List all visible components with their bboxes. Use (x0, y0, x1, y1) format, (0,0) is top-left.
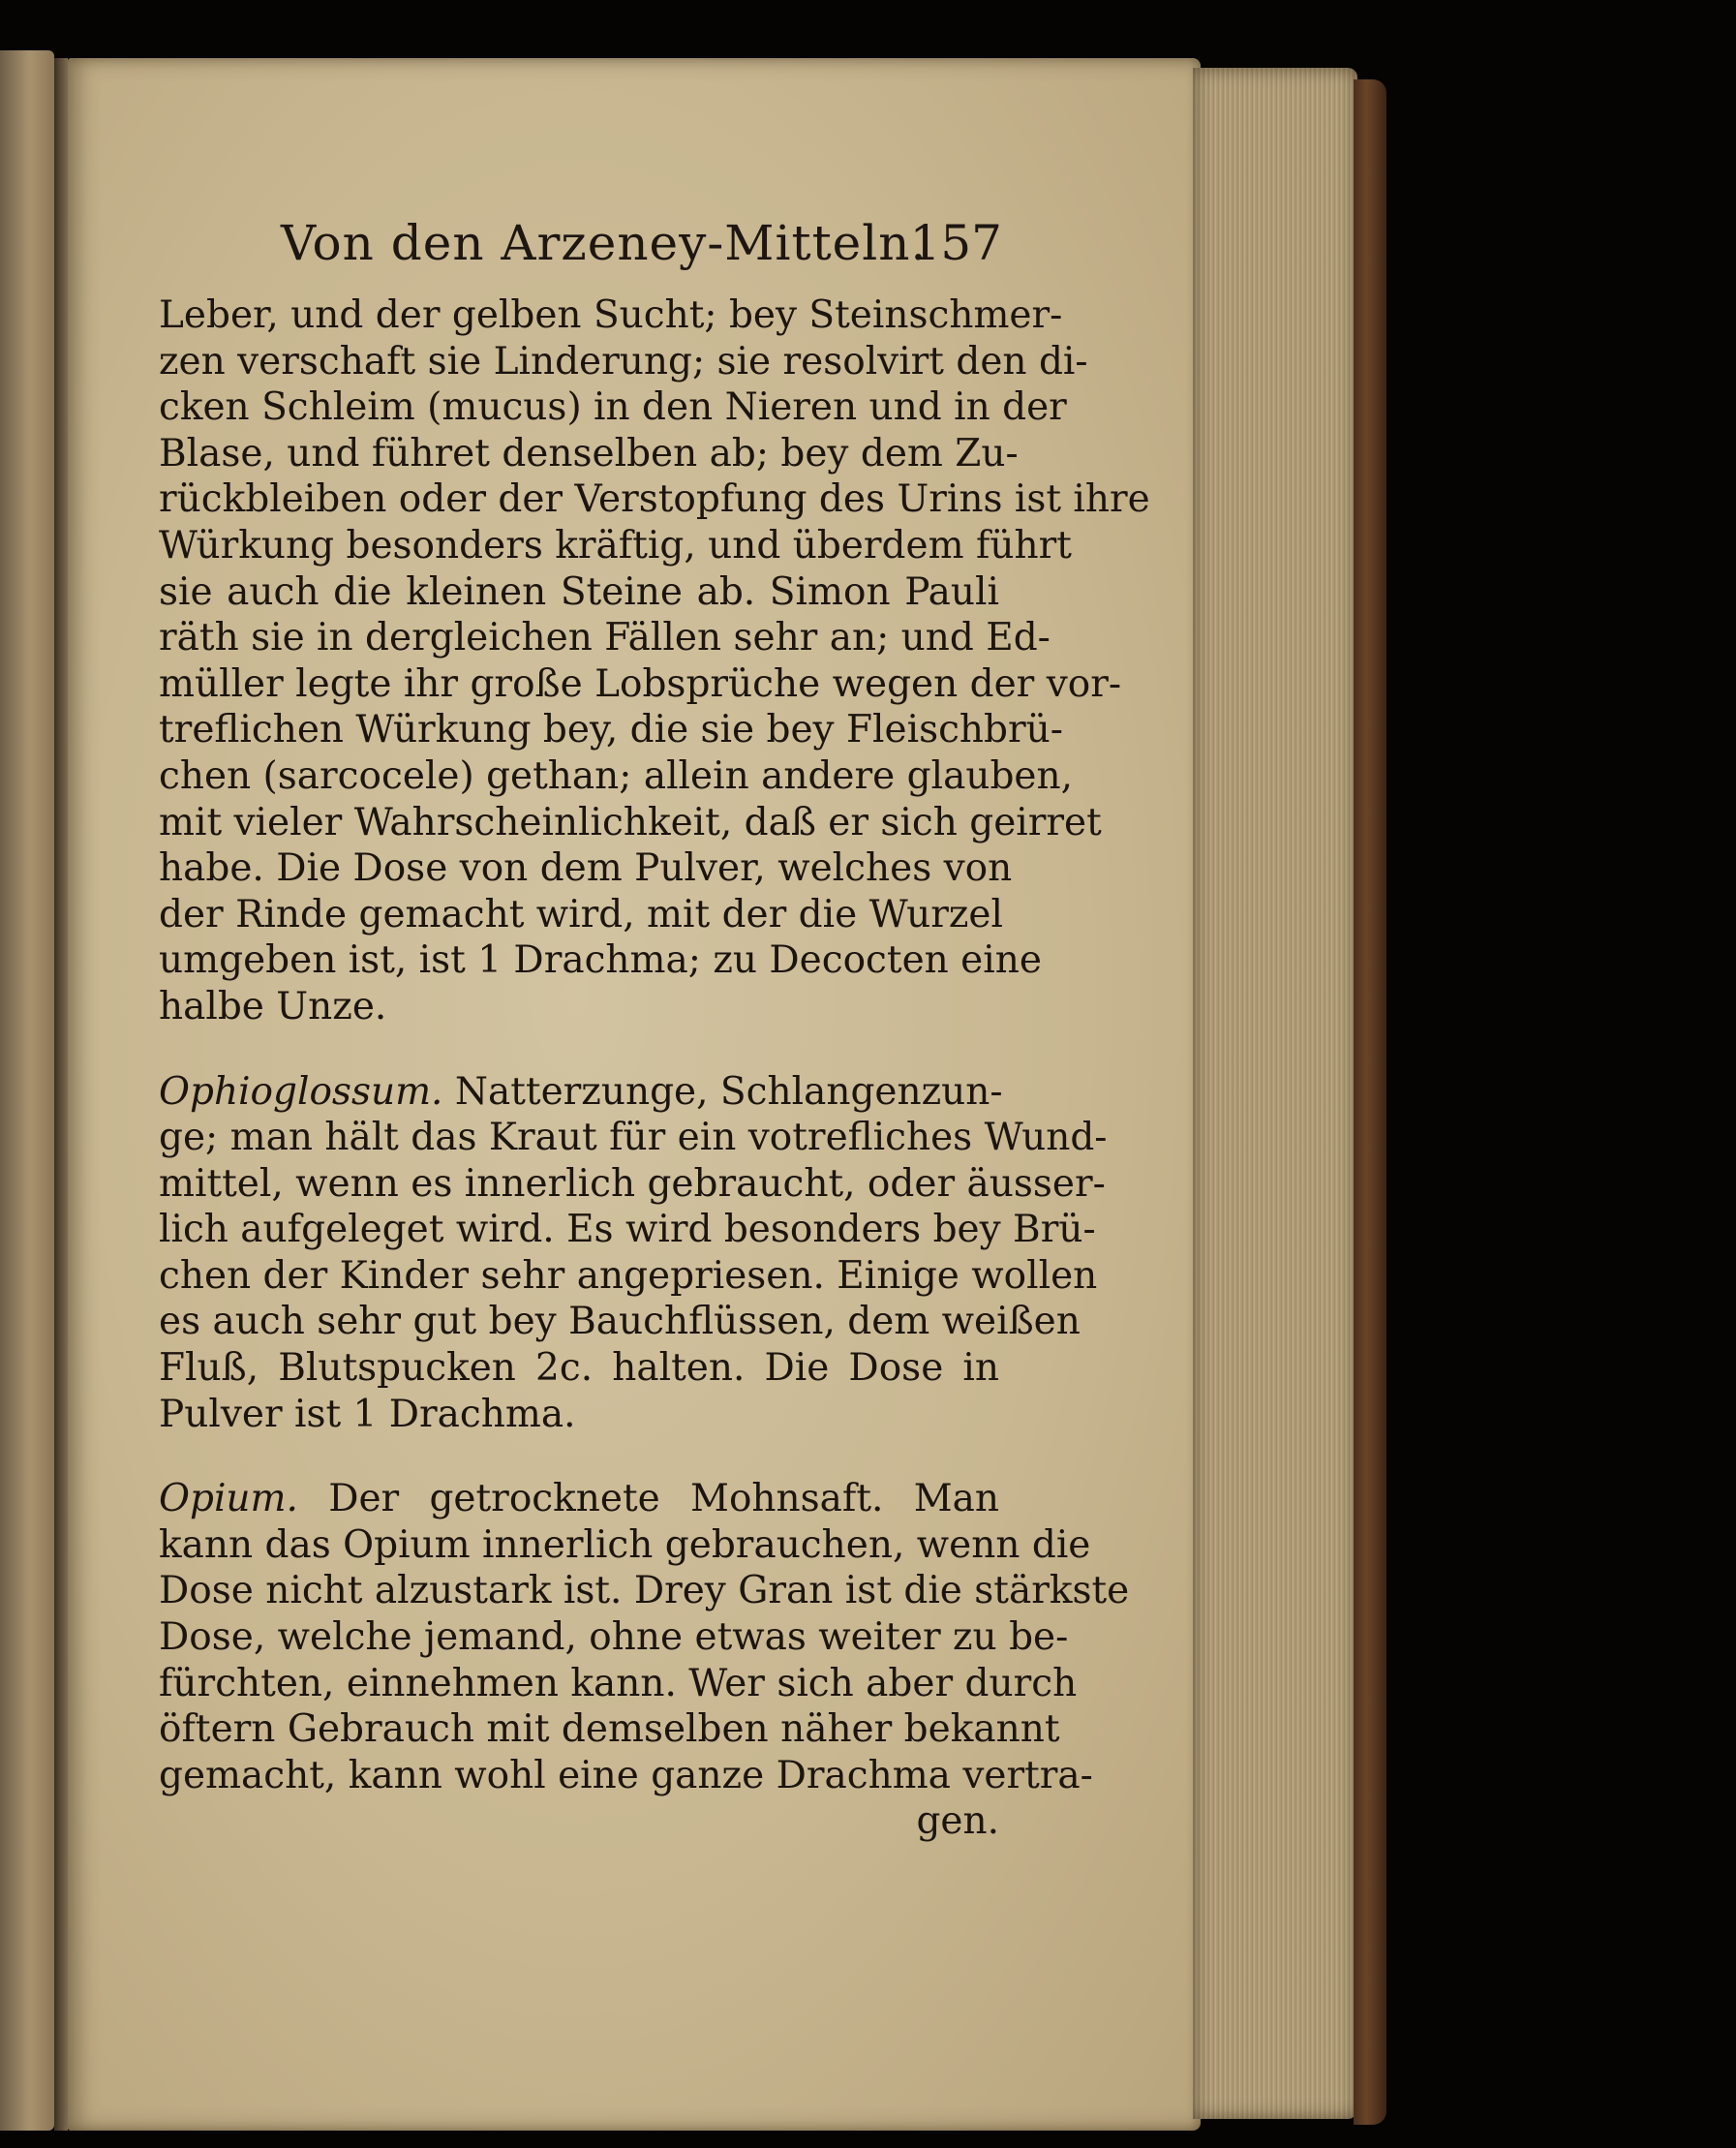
entry-text: Der getrocknete Mohnsaft. Man (328, 1477, 999, 1521)
text-line: Pulver ist 1 Drachma. (159, 1392, 576, 1436)
text-line: treflichen Würkung bey, die sie bey Fleischbrü- (159, 708, 1063, 752)
text-line: zen verschaft sie Linderung; sie resolvirt den di- (159, 339, 1088, 384)
text-line: sie auch die kleinen Steine ab. Simon Pauli (159, 569, 999, 614)
text-line: Fluß, Blutspucken 2c. halten. Die Dose in (159, 1346, 999, 1391)
text-line: es auch sehr gut bey Bauchflüssen, dem weißen (159, 1300, 1081, 1344)
previous-page-edge (0, 50, 54, 2131)
page-stack-edges (1193, 68, 1357, 2119)
entry-term: Opium. (159, 1477, 298, 1521)
text-line: gemacht, kann wohl eine ganze Drachma vertra- (159, 1753, 1093, 1797)
running-head (281, 215, 1002, 283)
text-line: fürchten, einnehmen kann. Wer sich aber durch (159, 1661, 1078, 1705)
page-number: 157 (909, 215, 1002, 271)
leather-binding (1354, 79, 1386, 2125)
entry-term: Ophioglossum. (159, 1069, 443, 1114)
text-line: öftern Gebrauch mit demselben näher bekannt (159, 1707, 1060, 1752)
text-line: mit vieler Wahrscheinlichkeit, daß er sich geirret (159, 800, 1102, 844)
body-text (159, 292, 1150, 1845)
text-line: räth sie in dergleichen Fällen sehr an; und Ed- (159, 616, 1051, 660)
text-line: mittel, wenn es innerlich gebraucht, oder äusser- (159, 1161, 1106, 1206)
entry-first-line (159, 1069, 1003, 1116)
text-line: cken Schleim (mucus) in den Nieren und in der (159, 385, 1067, 430)
text-line: kann das Opium innerlich gebrauchen, wenn die (159, 1522, 1091, 1567)
book-gutter (54, 58, 68, 2131)
text-line: habe. Die Dose von dem Pulver, welches von (159, 846, 1013, 891)
text-line: Dose, welche jemand, ohne etwas weiter zu be- (159, 1615, 1069, 1660)
entry-text: Natterzunge, Schlangenzun- (454, 1069, 1003, 1114)
text-line: halbe Unze. (159, 984, 387, 1028)
text-line: rückbleiben oder der Verstopfung des Urins ist ihre (159, 477, 1150, 522)
text-line: der Rinde gemacht wird, mit der die Wurzel (159, 892, 1003, 936)
entry-first-line (159, 1476, 999, 1522)
text-line: lich aufgeleget wird. Es wird besonders bey Brü- (159, 1208, 1096, 1252)
text-line: Blase, und führet denselben ab; bey dem Zu- (159, 431, 1019, 476)
text-line: müller legte ihr große Lobsprüche wegen der vor- (159, 661, 1122, 706)
text-line: umgeben ist, ist 1 Drachma; zu Decocten eine (159, 938, 1042, 983)
text-line: Dose nicht alzustark ist. Drey Gran ist die stärkste (159, 1569, 1130, 1613)
text-line: ge; man hält das Kraut für ein votrefliches Wund- (159, 1116, 1108, 1160)
text-line: Leber, und der gelben Sucht; bey Steinschmer- (159, 293, 1063, 337)
running-head-title: Von den Arzeney-Mitteln. (281, 215, 928, 271)
catchword: gen. (916, 1799, 999, 1844)
text-line: chen (sarcocele) gethan; allein andere glauben, (159, 753, 1073, 798)
text-line: Würkung besonders kräftig, und überdem führt (159, 523, 1072, 568)
text-line: chen der Kinder sehr angepriesen. Einige wollen (159, 1253, 1098, 1298)
